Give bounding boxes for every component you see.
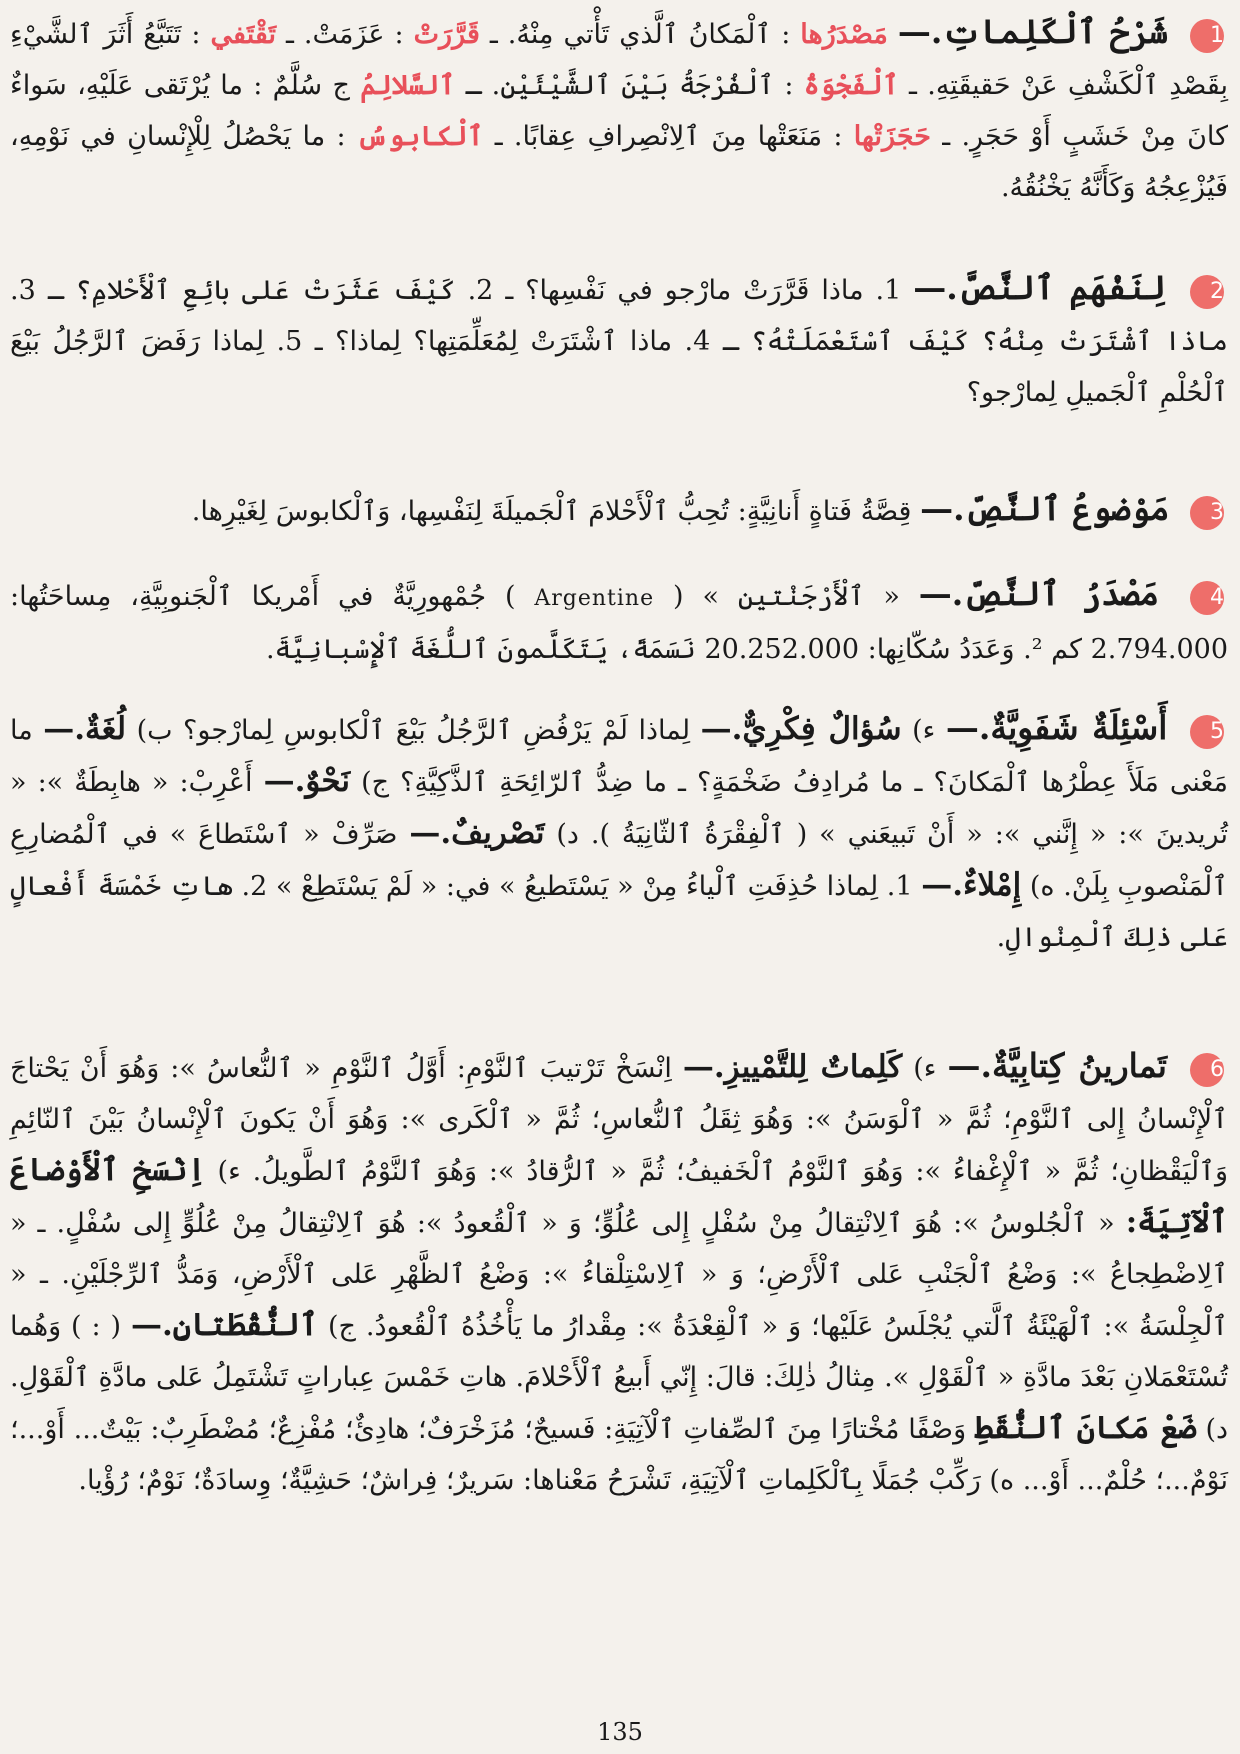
definition: : عَزَمَتْ. ـ — [276, 19, 414, 50]
subheading: اِنْسَخِ ٱلْأَوْضاعَ ٱلْآتِيَةَ: — [10, 1152, 1228, 1240]
subheading: نَحْوٌ.— — [263, 763, 351, 799]
section-heading: أَسْئِلَةٌ شَفَوِيَّةٌ.— — [945, 708, 1168, 747]
question-text: صَرِّفْ « ٱسْتَطاعَ » في ٱلْمُضارِعِ ٱلْمَنْصوبِ بِلَنْ. ه) — [10, 819, 1228, 902]
definition: : تَتَبَّعُ أَثَرَ ٱلشَّيْءِ بِقَصْدِ ٱلْكَشْفِ عَنْ حَقيقَتِهِ. ـ — [10, 19, 1228, 101]
section-comprehension — [10, 262, 1228, 462]
section-number-badge: 4 — [1190, 581, 1224, 615]
section-body: 1. ماذا قَرَّرَتْ مارْجو في نَفْسِها؟ ـ 2. كَيْفَ عَثَرَتْ عَلى بائِعِ ٱلْأَحْلامِ؟ ـ 3. ماذا ٱشْتَرَتْ مِنْهُ؟ كَيْفَ ٱسْتَعْمَلَتْهُ؟ ـ 4. ماذا ٱشْتَرَتْ لِمُعَلِّمَتِها؟ لِماذا؟ ـ 5. لِماذا رَفَضَ ٱلرَّجُلُ بَيْعَ ٱلْحُلْمِ ٱلْجَميلِ لِمارْجو؟ — [10, 275, 1228, 408]
question-text: لِماذا لَمْ يَرْفُضِ ٱلرَّجُلُ بَيْعَ ٱلْكابوسِ لِمارْجو؟ ب) — [126, 715, 701, 746]
section-text-source — [10, 568, 1228, 678]
section-number-badge: 1 — [1190, 19, 1224, 53]
section-word-explanations — [10, 6, 1228, 246]
definition: ج سُلَّمٌ : ما يُرْتَقى عَلَيْهِ، سَواءٌ كانَ مِنْ خَشَبٍ أَوْ حَجَرٍ. ـ — [10, 70, 1228, 152]
section-body: قِصَّةُ فَتاةٍ أَنانِيَّةٍ: تُحِبُّ ٱلْأَحْلامَ ٱلْجَميلَةَ لِنَفْسِها، وَٱلْكابوسَ لِغَيْرِها. — [191, 496, 912, 527]
exercise-text: اِنْسَخْ تَرْتيبَ ٱلنَّوْمِ: أَوَّلُ ٱلنَّوْمِ « ٱلنُّعاسُ »: وَهُوَ أَنْ يَحْتاجَ ٱلْإِنْسانُ إِلى ٱلنَّوْمِ؛ ثُمَّ « ٱلْوَسَنُ »: وَهُوَ ثِقَلُ ٱلنُّعاسِ؛ ثُمَّ « ٱلْكَرى »: وَهُوَ أَنْ يَكونَ ٱلْإِنْسانُ بَيْنَ ٱلنّائِمِ وَٱلْيَقْظانِ؛ ثُمَّ « ٱلْإِغْفاءُ »: وَهُوَ ٱلنَّوْمُ ٱلْخَفيفُ؛ ثُمَّ « ٱلرُّقادُ »: وَهُوَ ٱلنَّوْمُ ٱلطَّويلُ. ء) — [10, 1053, 1229, 1187]
term: ٱلْفَجْوَةُ — [803, 70, 899, 101]
question-text: أَعْرِبْ: « هابِطَةٌ »: « تُريدينَ »: « إِنَّني »: « أَنْ تَبيعَني » ( ٱلْفِقْرَةُ ٱلثّانِيَةُ ). د) — [10, 767, 1228, 850]
subheading: ٱلنُّقْطَتانِ.— — [130, 1307, 319, 1343]
section-number-badge: 5 — [1190, 715, 1224, 749]
section-oral-questions — [10, 702, 1228, 1042]
section-written-exercises — [10, 1040, 1228, 1680]
section-number-badge: 2 — [1190, 275, 1224, 309]
exercise-text: ( : ) وَهُما تُسْتَعْمَلانِ بَعْدَ مادَّةِ « ٱلْقَوْلِ ». مِثالُ ذٰلِكَ: قالَ: إِنّي أَبيعُ ٱلْأَحْلامَ. هاتِ خَمْسَ عِباراتٍ تَشْتَمِلُ عَلى مادَّةِ ٱلْقَوْلِ. د) — [10, 1311, 1228, 1445]
term: ٱلْكابوسُ — [356, 121, 484, 152]
section-body: ) جُمْهورِيَّةٌ في أَمْريكا ٱلْجَنوبِيَّةِ، مِساحَتُها: 2.794.000 كم ². وَعَدَدُ سُكّانِها: 20.252.000 نَسَمَةً، يَتَكَلَّمونَ ٱللُّغَةَ ٱلْإِسْبانِيَّةَ. — [10, 581, 1228, 665]
term: قَرَّرَتْ — [413, 19, 480, 50]
definition: : ٱلْفُرْجَةُ بَيْنَ ٱلشَّيْئَيْنِ. ـ — [455, 70, 804, 101]
term: تَقْتَفي — [210, 19, 277, 50]
question-text: ما مَعْنى مَلَأَ عِطْرُها ٱلْمَكانَ؟ ـ ما مُرادِفُ ضَخْمَةٍ؟ ـ ما ضِدُّ ٱلرّائِحَةِ ٱلذَّكِيَّةِ؟ ج) — [10, 715, 1228, 798]
exercise-text: « ٱلْجُلوسُ »: هُوَ ٱلِانْتِقالُ مِنْ سُفْلٍ إِلى عُلُوٍّ؛ وَ « ٱلْقُعودُ »: هُوَ ٱلِانْتِقالُ مِنْ عُلُوٍّ إِلى سُفْلٍ. ـ « ٱلِاضْطِجاعُ »: وَضْعُ ٱلْجَنْبِ عَلى ٱلْأَرْضِ؛ وَ « ٱلِاسْتِلْقاءُ »: وَضْعُ ٱلظَّهْرِ عَلى ٱلْأَرْضِ، وَمَدُّ ٱلرِّجْلَيْنِ. ـ « ٱلْجِلْسَةُ »: ٱلْهَيْئَةُ ٱلَّتي يُجْلَسُ عَلَيْها؛ وَ « ٱلْقِعْدَةُ »: مِقْدارُ ما يَأْخُذُهُ ٱلْقُعودُ. ج) — [10, 1208, 1229, 1342]
subheading: إِمْلاءٌ.— — [921, 867, 1022, 903]
latin-word: Argentine — [534, 586, 655, 611]
exercise-text: وَصْفًا مُخْتارًا مِنَ ٱلصِّفاتِ ٱلْآتِيَةِ: فَسيحٌ؛ مُزَخْرَفٌ؛ هادِئٌ؛ مُفْزِعٌ؛ مُضْطَرِبٌ: بَيْتٌ... أَوْ...؛ نَوْمٌ...؛ حُلْمٌ... أَوْ... ه) رَكِّبْ جُمَلًا بِٱلْكَلِماتِ ٱلْآتِيَةِ، تَشْرَحُ مَعْناها: سَريرٌ؛ فِراشٌ؛ حَشِيَّةٌ؛ وِسادَةٌ؛ نَوْمٌ؛ رُؤْيا. — [10, 1414, 1228, 1496]
subheading: كَلِماتٌ لِلتَّمْييزِ.— — [682, 1049, 903, 1085]
section-number-badge: 6 — [1190, 1053, 1224, 1087]
section-body: « ٱلْأَرْجَنْتين » ( — [654, 581, 900, 612]
section-number-badge: 3 — [1190, 496, 1224, 530]
term: ٱلسَّلالِمُ — [360, 70, 456, 101]
subheading: ضَعْ مَكانَ ٱلنُّقَطِ — [974, 1410, 1197, 1446]
question-text: 1. لِماذا حُذِفَتِ ٱلْياءُ مِنْ « يَسْتَطيعُ » في: « لَمْ يَسْتَطِعْ » 2. هاتِ خَمْسَةَ أَفْعالٍ عَلى ذٰلِكَ ٱلْمِنْوالِ. — [10, 871, 1228, 953]
term: مَصْدَرُها — [800, 19, 888, 50]
subheading: تَصْريفٌ.— — [409, 815, 545, 851]
definition: : مَنَعَتْها مِنَ ٱلِانْصِرافِ عِقابًا. ـ — [483, 121, 854, 152]
definition: : ٱلْمَكانُ ٱلَّذي تَأْتي مِنْهُ. ـ — [479, 19, 801, 50]
question-text: ء) — [901, 715, 946, 746]
section-heading: مَصْدَرُ ٱلنَّصِّ.— — [918, 574, 1160, 613]
section-heading: شَرْحُ ٱلْكَلِماتِ.— — [897, 12, 1168, 51]
page-number: 135 — [597, 1718, 643, 1746]
section-heading: لِنَفْهَمِ ٱلنَّصَّ.— — [913, 268, 1167, 307]
subheading: سُؤالٌ فِكْرِيٌّ.— — [700, 711, 902, 747]
exercise-text: ء) — [902, 1053, 948, 1084]
section-heading: تَمارينُ كِتابِيَّةٌ.— — [947, 1046, 1167, 1085]
section-text-topic — [10, 483, 1228, 543]
subheading: لُغَةٌ.— — [43, 711, 127, 747]
definition: : ما يَحْصُلُ لِلْإِنْسانِ في نَوْمِهِ، فَيُزْعِجُهُ وَكَأَنَّهُ يَخْنُقُهُ. — [10, 121, 1228, 203]
section-heading: مَوْضوعُ ٱلنَّصِّ.— — [920, 489, 1170, 528]
term: حَجَزَتْها — [853, 121, 931, 152]
